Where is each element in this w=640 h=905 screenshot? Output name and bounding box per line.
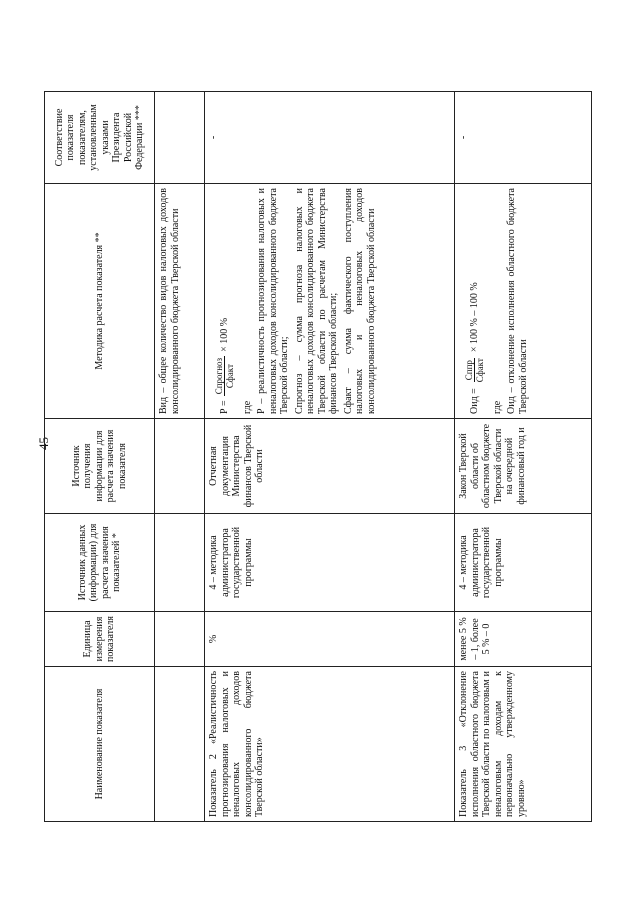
indicator-3-method: Оид = Сппр Сфакт × 100 % – 100 % где Оид – отклонение исполнения областного бюджета Тверской области [455, 184, 592, 419]
table-row [205, 92, 455, 822]
cell-empty [155, 92, 205, 184]
rotated-table-container [44, 92, 592, 822]
table-row [155, 92, 205, 822]
cell-empty [155, 612, 205, 667]
table-header-row [45, 92, 155, 822]
indicator-2-name: Показатель 2 «Реалистичность прогнозирования налоговых и неналоговых доходов консолидированного бюджета Тверской области» [205, 667, 455, 822]
indicator-3-unit: менее 5 % – 1, более 5 % – 0 [455, 612, 592, 667]
page-number: 45 [36, 437, 51, 450]
indicator-3-compliance: - [455, 92, 592, 184]
indicator-2-data-source: 4 – методика администратора государственной программы [205, 514, 455, 612]
indicator-2-compliance: - [205, 92, 455, 184]
cell-empty [155, 514, 205, 612]
header-info-source: Источник получения информации для расчета значения показателя [45, 419, 155, 514]
formula-deviation: Оид = Сппр Сфакт × 100 % – 100 % [464, 282, 486, 414]
indicator-3-name: Показатель 3 «Отклонение исполнения областного бюджета Тверской области по налоговым и неналоговым доходам к первоначально утвержденному уровню» [455, 667, 592, 822]
header-method: Методика расчета показателя ** [45, 184, 155, 419]
header-name: Наименование показателя [45, 667, 155, 822]
header-compliance: Соответствие показателя показателям, установленным указами Президента Российской Федерации *** [45, 92, 155, 184]
formula-reliability: Р = Спрогноз Сфакт × 100 % [214, 317, 236, 414]
cell-empty [155, 419, 205, 514]
indicator-2-info-source: Отчетная документация Министерства финансов Тверской области [205, 419, 455, 514]
indicator-2-unit: % [205, 612, 455, 667]
indicators-table [44, 91, 592, 822]
indicator-2-method: Р = Спрогноз Сфакт × 100 % где Р – реалистичность прогнозирования налоговых и неналоговых доходов консолидированного бюджета Тверской области; Спрогноз – сумма прогноза налоговых и неналоговых доходов консолидированного бюджета Тверской области по расчетам Министерства финансов Тверской области; Сфакт – сумма фактического поступления налоговых и неналоговых доходов консолидированного бюджета Тверской области [205, 184, 455, 419]
method-continuation: Вид – общее количество видов налоговых доходов консолидированного бюджета Тверской области [155, 184, 205, 419]
cell-empty [155, 667, 205, 822]
header-data-source: Источник данных (информации) для расчета значения показателей * [45, 514, 155, 612]
table-row [455, 92, 592, 822]
indicator-3-data-source: 4 – методика администратора государственной программы [455, 514, 592, 612]
header-unit: Единица измерения показателя [45, 612, 155, 667]
indicator-3-info-source: Закон Тверской области об областном бюджете Тверской области на очередной финансовый год и [455, 419, 592, 514]
